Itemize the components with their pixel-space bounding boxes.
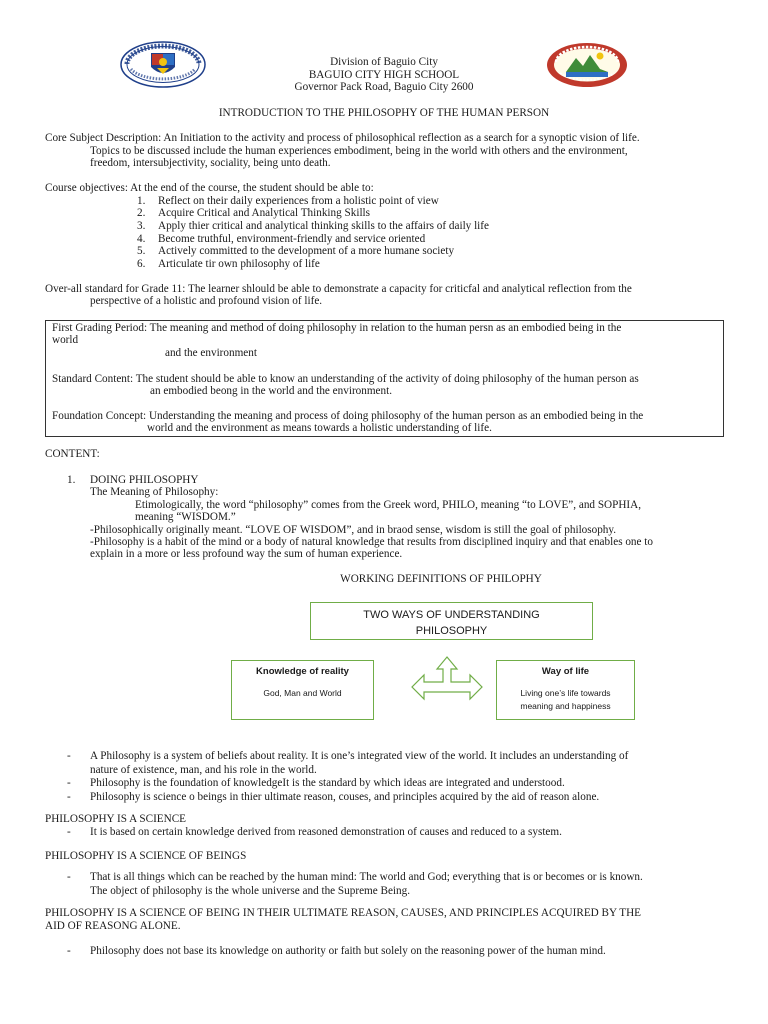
knowledge-of-reality-box [231, 660, 374, 720]
bullet-text-line1: Philosophy is the foundation of knowledgeIt is the standard by which ideas are integrated and understood. [90, 777, 565, 789]
content-item-number: 1. [67, 474, 76, 486]
reasoning-bullet-dash: - [67, 945, 71, 957]
bullet-text-line2: nature of existence, man, and his role in the world. [90, 764, 317, 776]
school-name: BAGUIO CITY HIGH SCHOOL [308, 69, 460, 81]
two-ways-title-line1: TWO WAYS OF UNDERSTANDING [363, 609, 540, 621]
science-of-beings-heading: PHILOSOPHY IS A SCIENCE OF BEINGS [45, 850, 247, 862]
way-of-life-box [496, 660, 635, 720]
beings-bullet-line2: The object of philosophy is the whole universe and the Supreme Being. [90, 885, 411, 897]
objective-item: Actively committed to the development of a more humane society [158, 245, 455, 257]
objective-number: 5. [137, 245, 146, 257]
core-description-line1: Core Subject Description: An Initiation to the activity and process of philosophical reflection as a search for a synoptic vision of life. [45, 132, 640, 144]
objective-number: 6. [137, 258, 146, 270]
original-meaning-line: -Philosophically originally meant. “LOVE OF WISDOM”, and in braod sense, wisdom is still the goal of philosophy. [90, 524, 617, 536]
beings-bullet-dash: - [67, 871, 71, 883]
school-address: Governor Pack Road, Baguio City 2600 [294, 81, 474, 93]
objectives-intro: Course objectives: At the end of the course, the student should be able to: [45, 182, 374, 194]
habit-of-mind-line1: -Philosophy is a habit of the mind or a body of natural knowledge that results from disciplined inquiry and that enables one to [90, 536, 653, 548]
objective-number: 2. [137, 207, 146, 219]
grading-period-line3: and the environment [165, 347, 257, 359]
standard-content-line2: an embodied beong in the world and the environment. [150, 385, 393, 397]
foundation-concept-line2: world and the environment as means towards a holistic understanding of life. [147, 422, 492, 434]
overall-standard-line2: perspective of a holistic and profound vision of life. [90, 295, 323, 307]
science-heading: PHILOSOPHY IS A SCIENCE [45, 813, 187, 825]
grading-period-line1: First Grading Period: The meaning and method of doing philosophy in relation to the human persn as an embodied being in the [52, 322, 622, 334]
science-bullet-text: It is based on certain knowledge derived from reasoned demonstration of causes and reduced to a system. [90, 826, 562, 838]
way-of-life-title: Way of life [541, 666, 590, 677]
objective-item: Become truthful, environment-friendly and service oriented [158, 233, 426, 245]
reasoning-bullet-text: Philosophy does not base its knowledge on authority or faith but solely on the reasoning power of the human mind. [90, 945, 606, 957]
core-description-line3: freedom, intersubjectivity, sociality, being unto death. [90, 157, 331, 169]
overall-standard-line1: Over-all standard for Grade 11: The learner shlould be able to demonstrate a capacity for criticfal and analytical reflection from the [45, 283, 632, 295]
two-ways-title-line2: PHILOSOPHY [415, 625, 488, 637]
bullet-dash: - [67, 777, 71, 789]
way-of-life-body-line1: Living one’s life towards [520, 688, 611, 698]
etymology-line2: meaning “WISDOM.” [135, 511, 236, 523]
objective-item: Articulate tir own philosophy of life [158, 258, 320, 270]
grading-period-line2: world [52, 334, 79, 346]
doing-philosophy-heading: DOING PHILOSOPHY [90, 474, 199, 486]
standard-content-line1: Standard Content: The student should be able to know an understanding of the activity of doing philosophy of the human person as [52, 373, 639, 385]
foundation-concept-line1: Foundation Concept: Understanding the meaning and process of doing philosophy of the human person as an embodied being in the [52, 410, 644, 422]
working-definitions-heading: WORKING DEFINITIONS OF PHILOPHY [340, 573, 542, 585]
document-title: INTRODUCTION TO THE PHILOSOPHY OF THE HUMAN PERSON [218, 107, 550, 119]
objective-item: Apply thier critical and analytical thinking skills to the affairs of daily life [158, 220, 489, 232]
knowledge-of-reality-body: God, Man and World [263, 688, 342, 698]
bullet-dash: - [67, 791, 71, 803]
bullet-text-line1: A Philosophy is a system of beliefs about reality. It is one’s integrated view of the world. It includes an understanding of [90, 750, 629, 762]
beings-bullet-line1: That is all things which can be reached by the human mind: The world and God; everything that is or becomes or is known. [90, 871, 643, 883]
three-way-arrow-icon [410, 655, 484, 715]
ultimate-reason-heading-line2: AID OF REASONG ALONE. [45, 920, 181, 932]
objective-number: 1. [137, 195, 146, 207]
objective-item: Reflect on their daily experiences from a holistic point of view [158, 195, 439, 207]
habit-of-mind-line2: explain in a more or less profound way the sum of human experience. [90, 548, 403, 560]
division-name: Division of Baguio City [330, 56, 438, 68]
bullet-text-line1: Philosophy is science o beings in thier ultimate reason, couses, and principles acquired by the aid of reason alone. [90, 791, 600, 803]
objective-number: 4. [137, 233, 146, 245]
ultimate-reason-heading-line1: PHILOSOPHY IS A SCIENCE OF BEING IN THEIR ULTIMATE REASON, CAUSES, AND PRINCIPLES ACQUIRED BY THE [45, 907, 641, 919]
content-label: CONTENT: [45, 448, 100, 460]
meaning-of-philosophy-label: The Meaning of Philosophy: [90, 486, 219, 498]
objective-number: 3. [137, 220, 146, 232]
two-ways-box [310, 602, 593, 640]
science-bullet-dash: - [67, 826, 71, 838]
core-description-line2: Topics to be discussed include the human experiences embodiment, being in the world with others and the environment, [90, 145, 628, 157]
way-of-life-body-line2: meaning and happiness [520, 701, 611, 711]
bullet-dash: - [67, 750, 71, 762]
etymology-line1: Etimologically, the word “philosophy” comes from the Greek word, PHILO, meaning “to LOVE”, and SOPHIA, [135, 499, 642, 511]
knowledge-of-reality-title: Knowledge of reality [256, 666, 349, 677]
objective-item: Acquire Critical and Analytical Thinking Skills [158, 207, 371, 219]
